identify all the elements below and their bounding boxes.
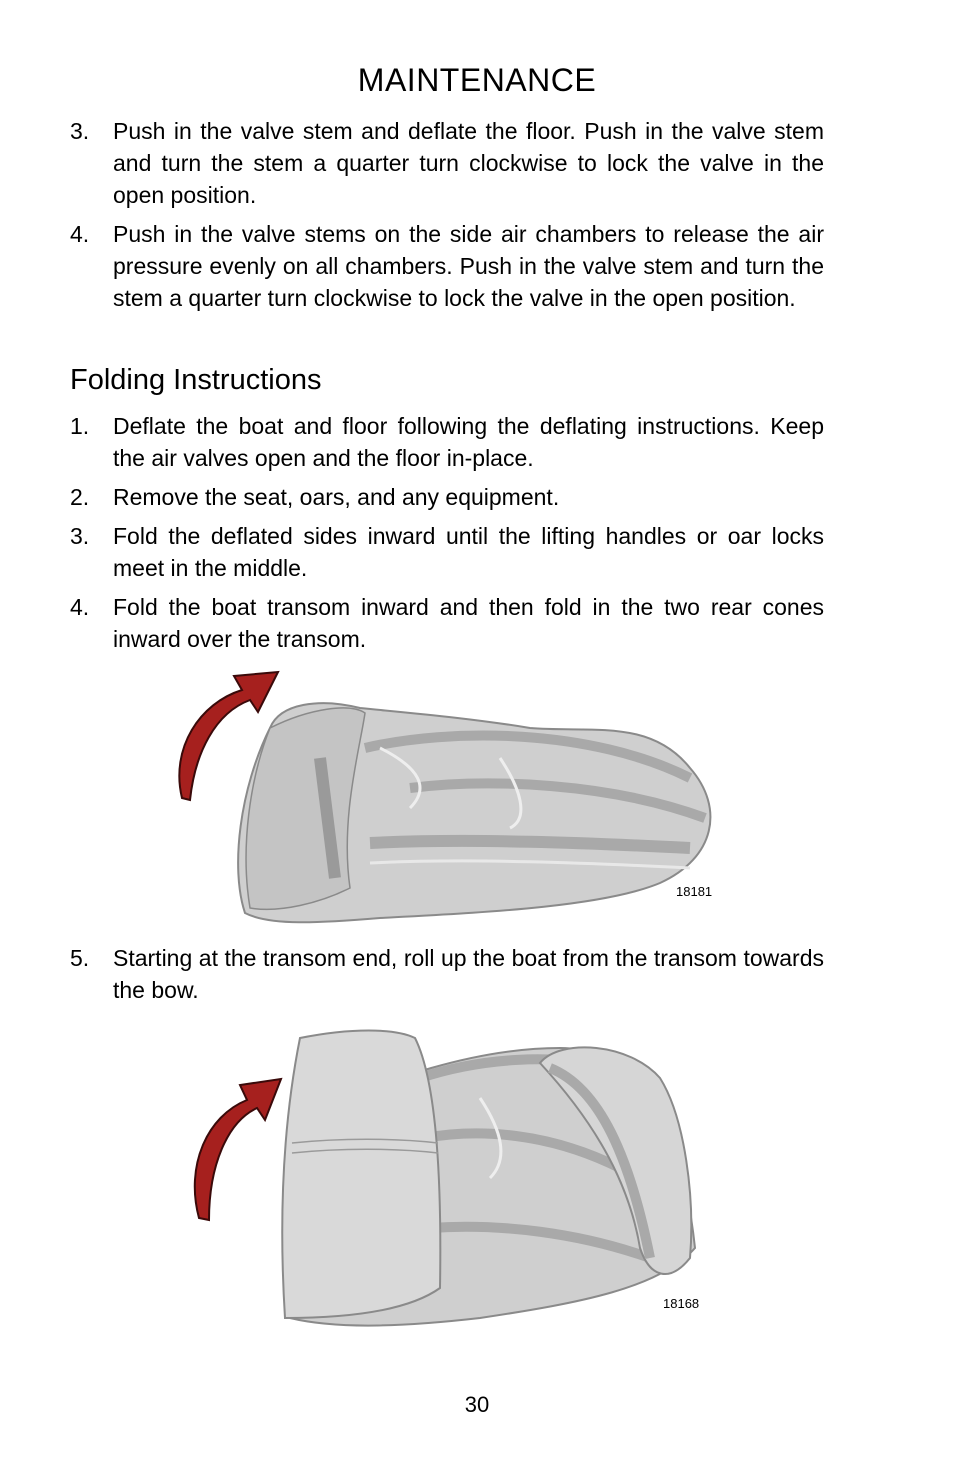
list-item <box>70 218 824 314</box>
step-text: Push in the valve stems on the side air chambers to release the air pressure evenly on all chambers. Push in the valve stem and turn the stem a quarter turn clockwise to lock the valve in the open position. <box>113 221 824 311</box>
list-item <box>70 481 824 513</box>
step-number: 2. <box>70 484 90 510</box>
figure-folded-boat <box>170 668 730 930</box>
deflate-steps-list <box>70 115 824 321</box>
red-arrow-icon <box>170 668 280 808</box>
figure-label: 18168 <box>663 1296 700 1311</box>
step-text: Fold the boat transom inward and then fold in the two rear cones inward over the transom. <box>113 594 824 652</box>
step-text: Remove the seat, oars, and any equipment. <box>113 484 560 510</box>
step-text: Starting at the transom end, roll up the boat from the transom towards the bow. <box>113 945 824 1003</box>
step-number: 3. <box>70 523 90 549</box>
step-text: Fold the deflated sides inward until the lifting handles or oar locks meet in the middle. <box>113 523 824 581</box>
section-heading: Folding Instructions <box>70 364 322 396</box>
rolled-section <box>282 1031 440 1319</box>
step-number: 3. <box>70 118 90 144</box>
step-number: 4. <box>70 594 90 620</box>
step-number: 5. <box>70 945 90 971</box>
list-item <box>70 115 824 211</box>
list-item <box>70 410 824 474</box>
step-number: 4. <box>70 221 90 247</box>
step-text: Push in the valve stem and deflate the floor. Push in the valve stem and turn the stem a quarter turn clockwise to lock the valve in the open position. <box>113 118 824 208</box>
folding-step5-list <box>70 942 824 1013</box>
figure-label: 18181 <box>676 884 713 899</box>
list-item <box>70 942 824 1006</box>
page-title: MAINTENANCE <box>357 62 597 98</box>
red-arrow-icon <box>185 1076 285 1226</box>
list-item <box>70 591 824 655</box>
page-number: 30 <box>464 1392 490 1417</box>
list-item <box>70 520 824 584</box>
figure-rolled-boat <box>180 1018 710 1338</box>
step-text: Deflate the boat and floor following the deflating instructions. Keep the air valves open and the floor in-place. <box>113 413 824 471</box>
folding-steps-list <box>70 410 824 662</box>
step-number: 1. <box>70 413 90 439</box>
